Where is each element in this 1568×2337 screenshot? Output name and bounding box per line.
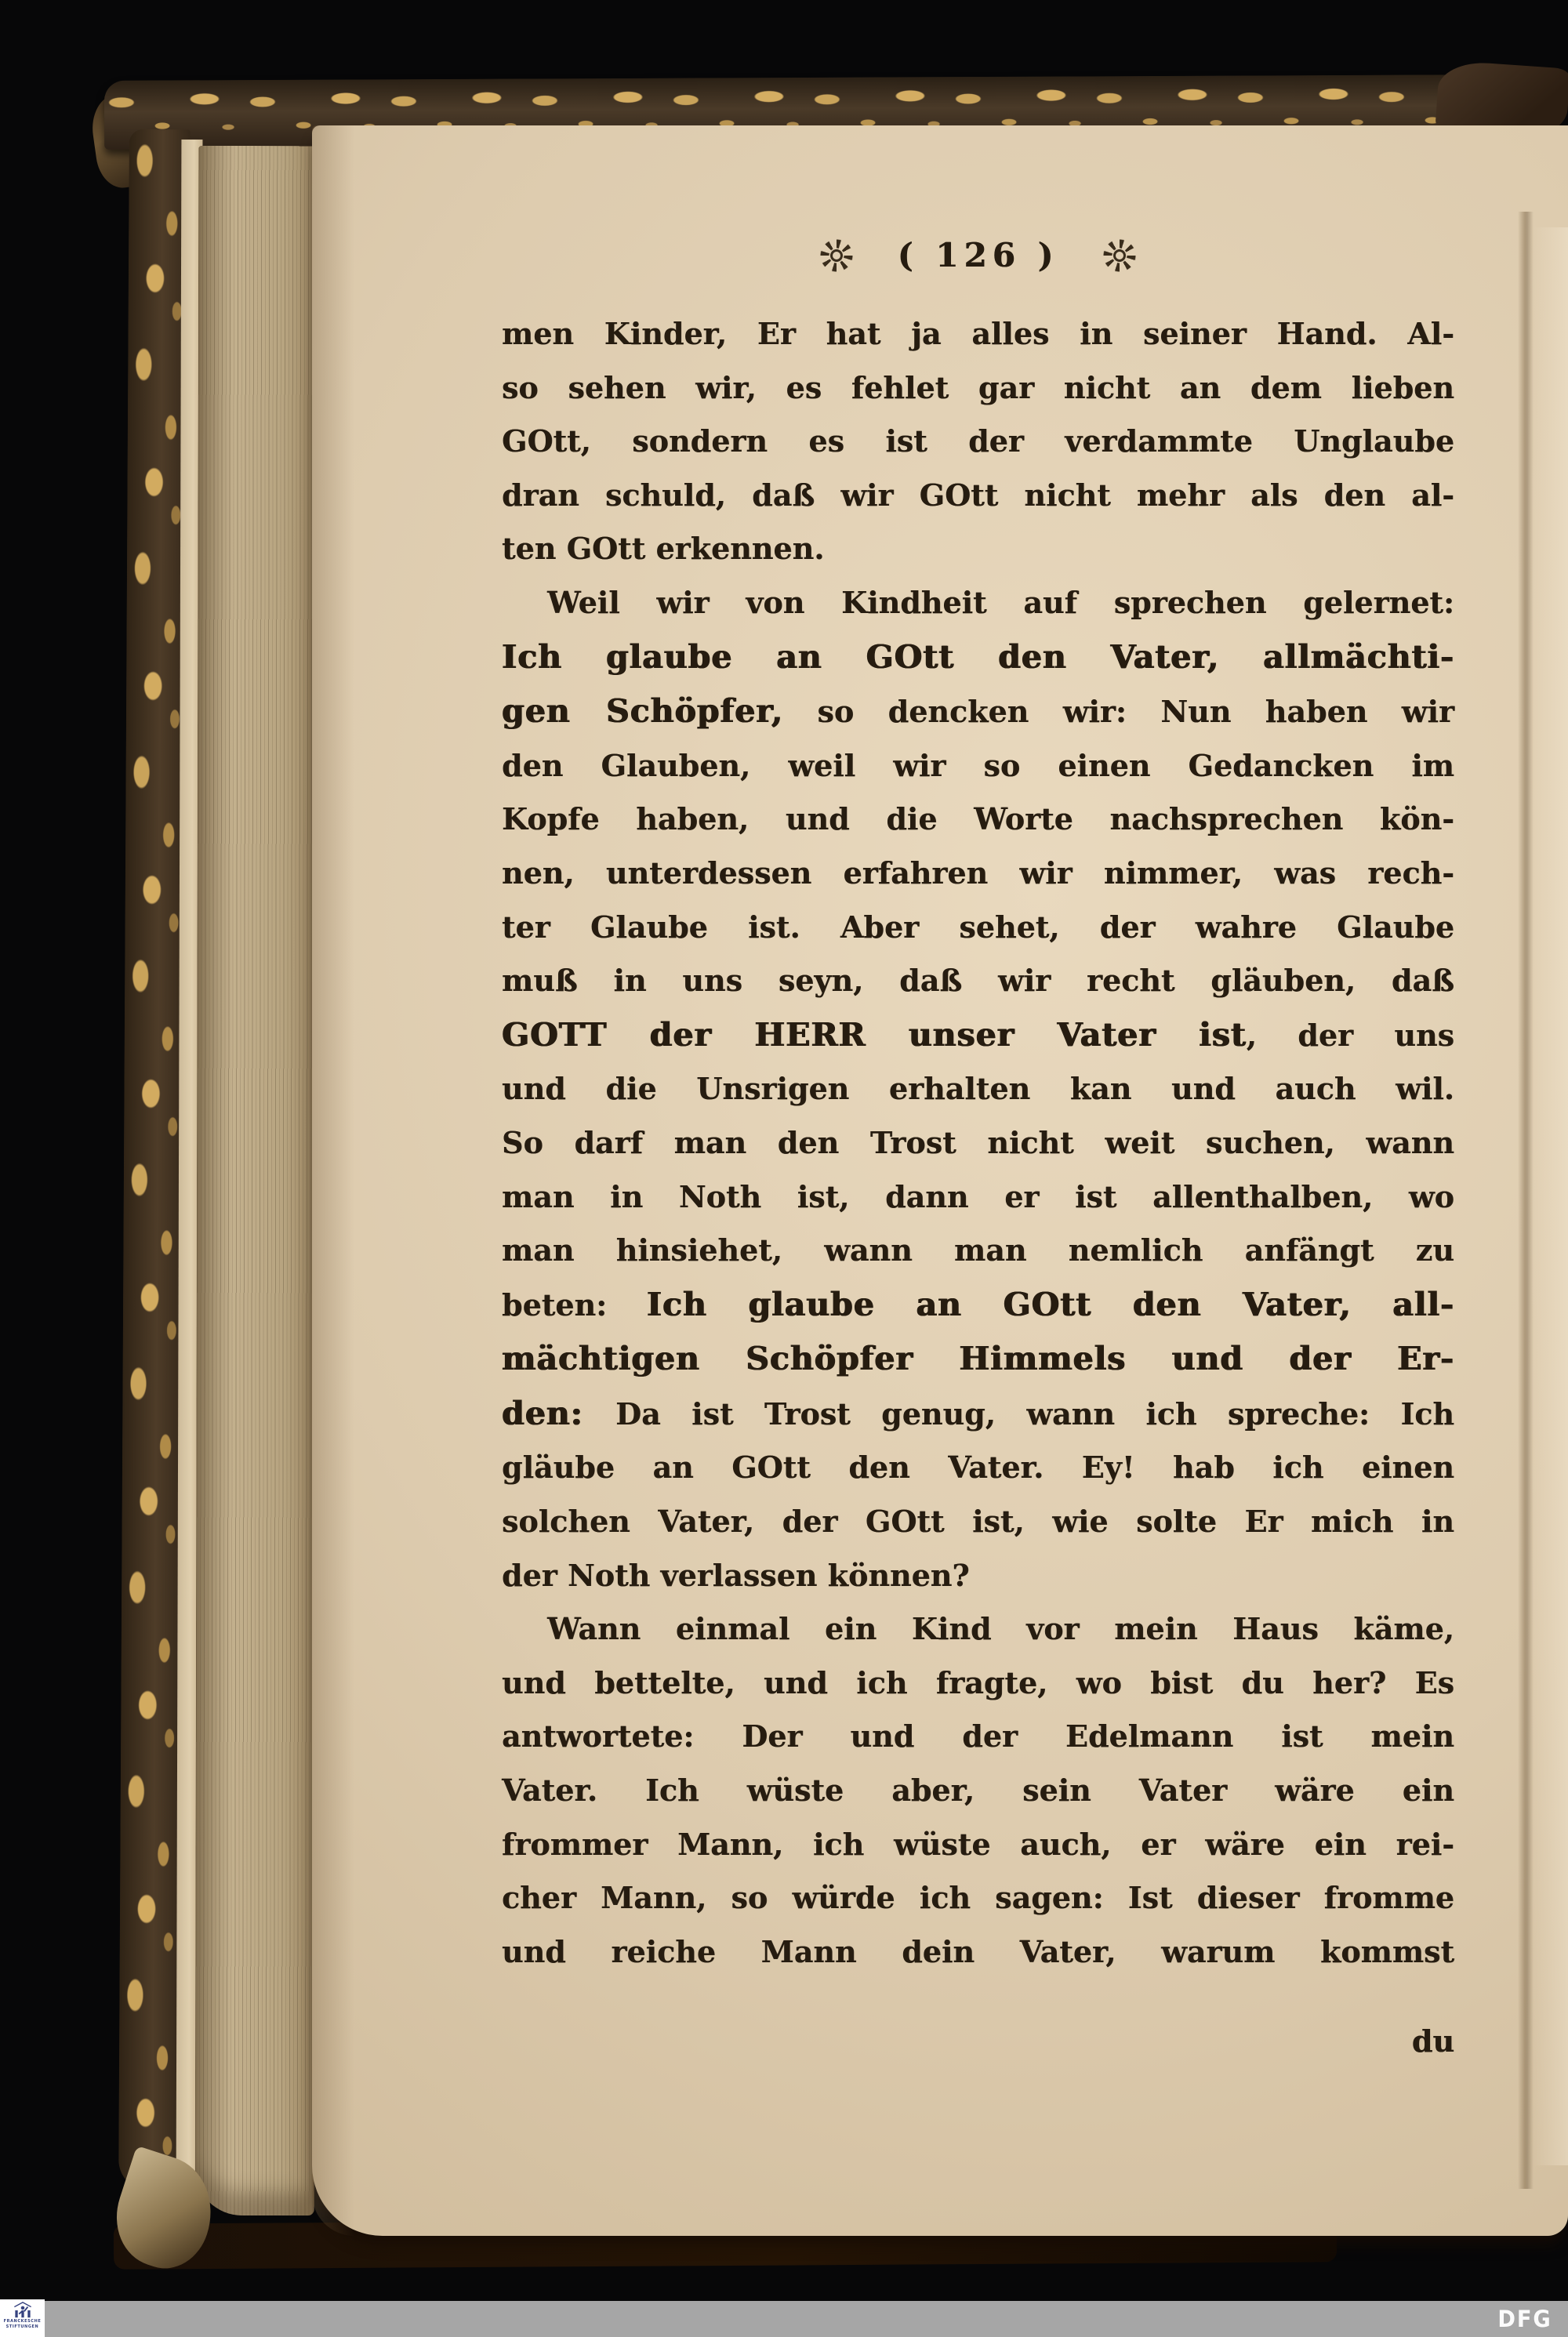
text-line bbox=[502, 739, 1454, 793]
body-text: man hinsiehet, wann man nemlich anfängt zu bbox=[502, 1232, 1454, 1268]
book-page bbox=[312, 125, 1568, 2236]
body-text: dran schuld, daß wir GOtt nicht mehr als den al- bbox=[502, 477, 1454, 513]
body-text: solchen Vater, der GOtt ist, wie solte Er mich in bbox=[502, 1504, 1454, 1540]
franckesche-stiftungen-logo bbox=[0, 2299, 45, 2337]
text-block bbox=[502, 307, 1454, 1979]
text-line bbox=[502, 1818, 1454, 1872]
catchword: du bbox=[1411, 2023, 1454, 2059]
text-line bbox=[502, 361, 1454, 416]
dfg-logo: DFG bbox=[1497, 2306, 1552, 2332]
body-text: GOtt, sondern es ist der verdammte Unglaube bbox=[502, 423, 1454, 459]
stamp-text-line1: FRANCKESCHE bbox=[3, 2319, 42, 2324]
emphasized-text: den: bbox=[502, 1394, 616, 1432]
text-line bbox=[502, 469, 1454, 523]
text-line bbox=[502, 684, 1454, 739]
body-text: und reiche Mann dein Vater, warum kommst bbox=[502, 1933, 1454, 1969]
body-text: cher Mann, so würde ich sagen: Ist dieser fromme bbox=[502, 1880, 1454, 1916]
body-text: man in Noth ist, dann er ist allenthalben, wo bbox=[502, 1178, 1454, 1214]
body-text: ten GOtt erkennen. bbox=[502, 531, 825, 567]
text-line bbox=[502, 1871, 1454, 1925]
text-line bbox=[502, 1387, 1454, 1442]
body-text: So darf man den Trost nicht weit suchen, wann bbox=[502, 1124, 1454, 1160]
emphasized-text: Ich glaube an GOtt den Vater, allmächti- bbox=[502, 637, 1454, 676]
stamp-text-line2: STIFTUNGEN bbox=[5, 2324, 39, 2329]
body-text: der Noth verlassen können? bbox=[502, 1557, 970, 1593]
text-line bbox=[502, 1925, 1454, 1980]
text-line bbox=[502, 307, 1454, 361]
body-text: nen, unterdessen erfahren wir nimmer, was rech- bbox=[502, 855, 1454, 891]
text-line bbox=[502, 1332, 1454, 1387]
text-line bbox=[502, 630, 1454, 685]
emphasized-text: mächtigen Schöpfer Himmels und der Er- bbox=[502, 1340, 1454, 1378]
body-text: ter Glaube ist. Aber sehet, der wahre Glaube bbox=[502, 909, 1454, 945]
text-line bbox=[502, 1441, 1454, 1495]
body-text: , der uns bbox=[1246, 1017, 1455, 1053]
text-line bbox=[502, 847, 1454, 901]
body-text: men Kinder, Er hat ja alles in seiner Hand. Al- bbox=[502, 316, 1454, 351]
text-line bbox=[502, 1657, 1454, 1711]
body-text: frommer Mann, ich wüste auch, er wäre ein rei- bbox=[502, 1826, 1454, 1862]
page-block-edges bbox=[195, 146, 318, 2215]
body-text: beten: bbox=[502, 1286, 647, 1323]
body-text: antwortete: Der und der Edelmann ist mein bbox=[502, 1718, 1454, 1755]
emphasized-text: Ich glaube an GOtt den Vater, all- bbox=[646, 1285, 1454, 1323]
adjacent-page-sliver bbox=[1534, 227, 1568, 2165]
body-text: Vater. Ich wüste aber, sein Vater wäre ein bbox=[502, 1773, 1454, 1809]
body-text: so sehen wir, es fehlet gar nicht an dem lieben bbox=[502, 369, 1454, 405]
text-line bbox=[502, 522, 1454, 576]
emphasized-text: GOTT der HERR unser Vater ist bbox=[502, 1015, 1247, 1054]
text-line bbox=[502, 1062, 1454, 1116]
text-line bbox=[502, 415, 1454, 469]
text-line bbox=[502, 1495, 1454, 1549]
text-line bbox=[502, 1602, 1454, 1657]
text-line bbox=[502, 901, 1454, 955]
emphasized-text: gen Schöpfer, bbox=[502, 692, 784, 731]
body-text: Weil wir von Kindheit auf sprechen gelernet: bbox=[547, 584, 1454, 620]
fleuron-icon bbox=[1102, 238, 1137, 273]
text-line bbox=[502, 1278, 1454, 1333]
page-headline bbox=[502, 230, 1454, 281]
text-line bbox=[502, 954, 1454, 1008]
text-line bbox=[502, 793, 1454, 847]
digitization-footer-strip bbox=[0, 2301, 1568, 2337]
body-text: so dencken wir: Nun haben wir bbox=[783, 694, 1454, 730]
gutter-crease bbox=[1518, 212, 1534, 2189]
body-text: Kopfe haben, und die Worte nachsprechen kön- bbox=[502, 801, 1454, 837]
body-text: Da ist Trost genug, wann ich spreche: Ich bbox=[615, 1395, 1454, 1432]
body-text: und bettelte, und ich fragte, wo bist du her? Es bbox=[502, 1664, 1454, 1700]
text-line bbox=[502, 1116, 1454, 1170]
text-line bbox=[502, 1549, 1454, 1603]
text-line bbox=[502, 1170, 1454, 1225]
text-line bbox=[502, 576, 1454, 630]
text-line bbox=[502, 1008, 1454, 1063]
page-number: ( 126 ) bbox=[897, 236, 1059, 274]
body-text: gläube an GOtt den Vater. Ey! hab ich einen bbox=[502, 1450, 1454, 1486]
body-text: den Glauben, weil wir so einen Gedancken im bbox=[502, 747, 1454, 783]
body-text: und die Unsrigen erhalten kan und auch wil. bbox=[502, 1071, 1454, 1107]
text-line bbox=[502, 1764, 1454, 1818]
text-line bbox=[502, 1224, 1454, 1278]
franckesche-stiftungen-emblem-icon bbox=[13, 2302, 32, 2319]
text-line bbox=[502, 1710, 1454, 1764]
fleuron-icon bbox=[819, 238, 854, 273]
body-text: muß in uns seyn, daß wir recht gläuben, daß bbox=[502, 963, 1454, 999]
body-text: Wann einmal ein Kind vor mein Haus käme, bbox=[547, 1611, 1454, 1647]
